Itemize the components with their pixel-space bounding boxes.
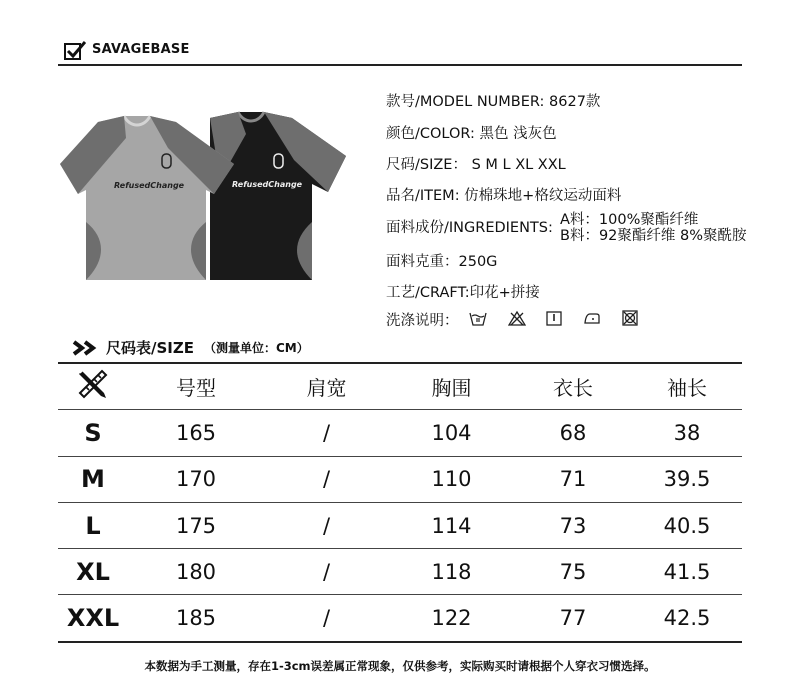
spec-item: 品名/ITEM: 仿棉珠地+格纹运动面料 bbox=[386, 188, 622, 204]
sleeve-cell: 38 bbox=[673, 420, 701, 445]
size-cell: XL bbox=[76, 557, 110, 586]
height-cell: 170 bbox=[175, 467, 217, 492]
care-instructions-label: 洗涤说明： bbox=[386, 313, 459, 329]
height-cell: 175 bbox=[175, 513, 217, 538]
line-dry-icon bbox=[545, 310, 563, 326]
sleeve-cell: 39.5 bbox=[663, 467, 711, 492]
length-cell: 68 bbox=[559, 420, 587, 445]
table-row bbox=[58, 549, 742, 595]
iron-low-icon bbox=[583, 310, 601, 326]
spec-model-number: 款号/MODEL NUMBER: 8627款 bbox=[386, 94, 601, 110]
ruler-pencil-icon bbox=[76, 367, 110, 401]
product-tshirts-image bbox=[60, 110, 360, 290]
header-chest: 胸围 bbox=[431, 376, 472, 401]
chest-cell: 114 bbox=[431, 513, 472, 538]
length-cell: 77 bbox=[559, 606, 587, 631]
spec-fabric-weight: 面料克重：250G bbox=[386, 254, 498, 270]
measurement-footnote: 本数据为手工测量，存在1-3cm误差属正常现象，仅供参考，实际购买时请根据个人穿衣习惯选择。 bbox=[144, 659, 656, 673]
shoulder-cell: / bbox=[322, 420, 331, 445]
spec-craft: 工艺/CRAFT:印花+拼接 bbox=[386, 285, 540, 301]
table-row bbox=[58, 595, 742, 642]
height-cell: 165 bbox=[175, 420, 217, 445]
spec-color: 颜色/COLOR: 黑色 浅灰色 bbox=[386, 126, 557, 142]
size-cell: S bbox=[84, 418, 102, 447]
spec-ingredients-b: B料：92聚酯纤维 8%聚酰胺 bbox=[560, 228, 747, 244]
do-not-bleach-icon bbox=[508, 310, 526, 326]
length-cell: 73 bbox=[559, 513, 587, 538]
spec-size: 尺码/SIZE： S M L XL XXL bbox=[386, 157, 566, 173]
spec-ingredients-label: 面料成份/INGREDIENTS: bbox=[386, 220, 553, 236]
size-table bbox=[58, 362, 742, 643]
shoulder-cell: / bbox=[322, 559, 331, 584]
chest-cell: 118 bbox=[431, 559, 472, 584]
size-chart-unit: （测量单位：CM） bbox=[204, 341, 309, 355]
table-row bbox=[58, 456, 742, 502]
table-corner-cell bbox=[58, 363, 128, 410]
size-cell: L bbox=[85, 511, 101, 540]
grey-tshirt-print: RefusedChange bbox=[114, 181, 185, 190]
header-length: 衣长 bbox=[553, 376, 593, 401]
size-chart-title: 尺码表/SIZE bbox=[106, 339, 194, 357]
black-tshirt bbox=[210, 112, 346, 280]
black-tshirt-print: RefusedChange bbox=[232, 180, 303, 189]
table-row bbox=[58, 410, 742, 456]
height-cell: 180 bbox=[175, 559, 217, 584]
shoulder-cell: / bbox=[322, 606, 331, 631]
chest-cell: 110 bbox=[431, 467, 472, 492]
sleeve-cell: 40.5 bbox=[663, 513, 711, 538]
shoulder-cell: / bbox=[322, 513, 331, 538]
header-shoulder: 肩宽 bbox=[306, 376, 347, 401]
brand-name: SAVAGEBASE bbox=[92, 42, 190, 57]
sleeve-cell: 41.5 bbox=[663, 559, 711, 584]
shoulder-cell: / bbox=[322, 467, 331, 492]
height-cell: 185 bbox=[175, 606, 217, 631]
sleeve-cell: 42.5 bbox=[663, 606, 711, 631]
spec-ingredients-a: A料：100%聚酯纤维 bbox=[560, 212, 699, 228]
header-divider bbox=[58, 64, 742, 66]
table-row bbox=[58, 502, 742, 548]
chest-cell: 104 bbox=[431, 420, 472, 445]
table-header-row bbox=[58, 363, 742, 410]
chest-cell: 122 bbox=[431, 606, 472, 631]
length-cell: 75 bbox=[559, 559, 587, 584]
header-sleeve: 袖长 bbox=[667, 376, 707, 401]
size-cell: XXL bbox=[66, 604, 120, 633]
header-height: 号型 bbox=[176, 376, 216, 401]
do-not-tumble-dry-icon bbox=[621, 310, 639, 326]
hand-wash-icon bbox=[469, 310, 487, 326]
double-chevron-icon bbox=[72, 340, 100, 356]
checkbox-icon bbox=[64, 40, 86, 60]
size-cell: M bbox=[81, 465, 105, 494]
grey-tshirt bbox=[60, 116, 234, 280]
length-cell: 71 bbox=[559, 467, 587, 492]
